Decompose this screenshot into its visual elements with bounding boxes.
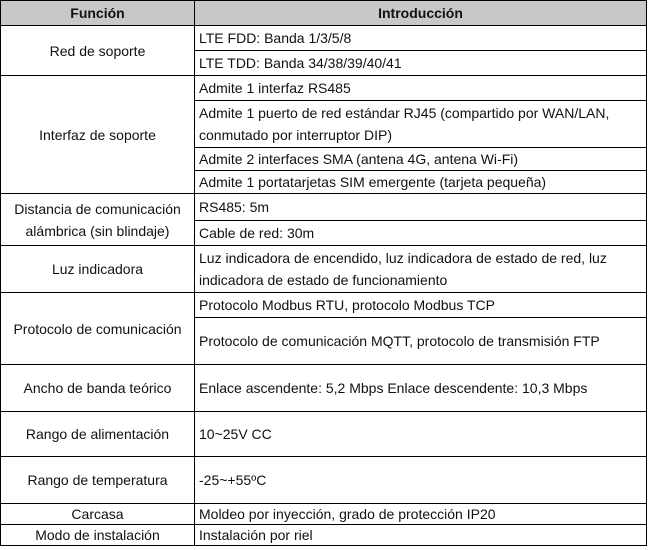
function-label: Red de soporte — [1, 26, 195, 76]
function-label: Carcasa — [1, 504, 195, 525]
table-row — [1, 365, 647, 412]
function-label: Rango de alimentación — [1, 412, 195, 457]
intro-value: Cable de red: 30m — [195, 221, 647, 246]
function-label: Protocolo de comunicación — [1, 293, 195, 365]
table-row — [1, 504, 647, 525]
intro-value: 10~25V CC — [195, 412, 647, 457]
intro-value: LTE TDD: Banda 34/38/39/40/41 — [195, 51, 647, 76]
table-row — [1, 26, 647, 51]
intro-value: LTE FDD: Banda 1/3/5/8 — [195, 26, 647, 51]
intro-value: Moldeo por inyección, grado de protección IP20 — [195, 504, 647, 525]
table-row — [1, 525, 647, 546]
table-row — [1, 293, 647, 318]
function-label: Rango de temperatura — [1, 457, 195, 504]
table-row — [1, 194, 647, 221]
intro-value: Luz indicadora de encendido, luz indicadora de estado de red, luz indicadora de estado de funcionamiento — [195, 246, 647, 293]
intro-value: Protocolo Modbus RTU, protocolo Modbus TCP — [195, 293, 647, 318]
header-function: Función — [1, 1, 195, 26]
intro-value: Protocolo de comunicación MQTT, protocolo de transmisión FTP — [195, 318, 647, 365]
intro-value: -25~+55ºC — [195, 457, 647, 504]
intro-value: Instalación por riel — [195, 525, 647, 546]
function-label: Modo de instalación — [1, 525, 195, 546]
intro-value: Admite 1 puerto de red estándar RJ45 (compartido por WAN/LAN, conmutado por interruptor DIP) — [195, 101, 647, 148]
function-label: Luz indicadora — [1, 246, 195, 293]
intro-value: Admite 2 interfaces SMA (antena 4G, antena Wi-Fi) — [195, 148, 647, 171]
function-label: Ancho de banda teórico — [1, 365, 195, 412]
table-row — [1, 76, 647, 101]
table-row — [1, 412, 647, 457]
table-row — [1, 246, 647, 293]
header-row — [1, 1, 647, 26]
function-label: Interfaz de soporte — [1, 76, 195, 194]
intro-value: Enlace ascendente: 5,2 Mbps Enlace descendente: 10,3 Mbps — [195, 365, 647, 412]
table-row — [1, 457, 647, 504]
intro-value: Admite 1 interfaz RS485 — [195, 76, 647, 101]
function-label: Distancia de comunicación alámbrica (sin blindaje) — [1, 194, 195, 246]
intro-value: RS485: 5m — [195, 194, 647, 221]
header-introduction: Introducción — [195, 1, 647, 26]
intro-value: Admite 1 portatarjetas SIM emergente (tarjeta pequeña) — [195, 171, 647, 194]
